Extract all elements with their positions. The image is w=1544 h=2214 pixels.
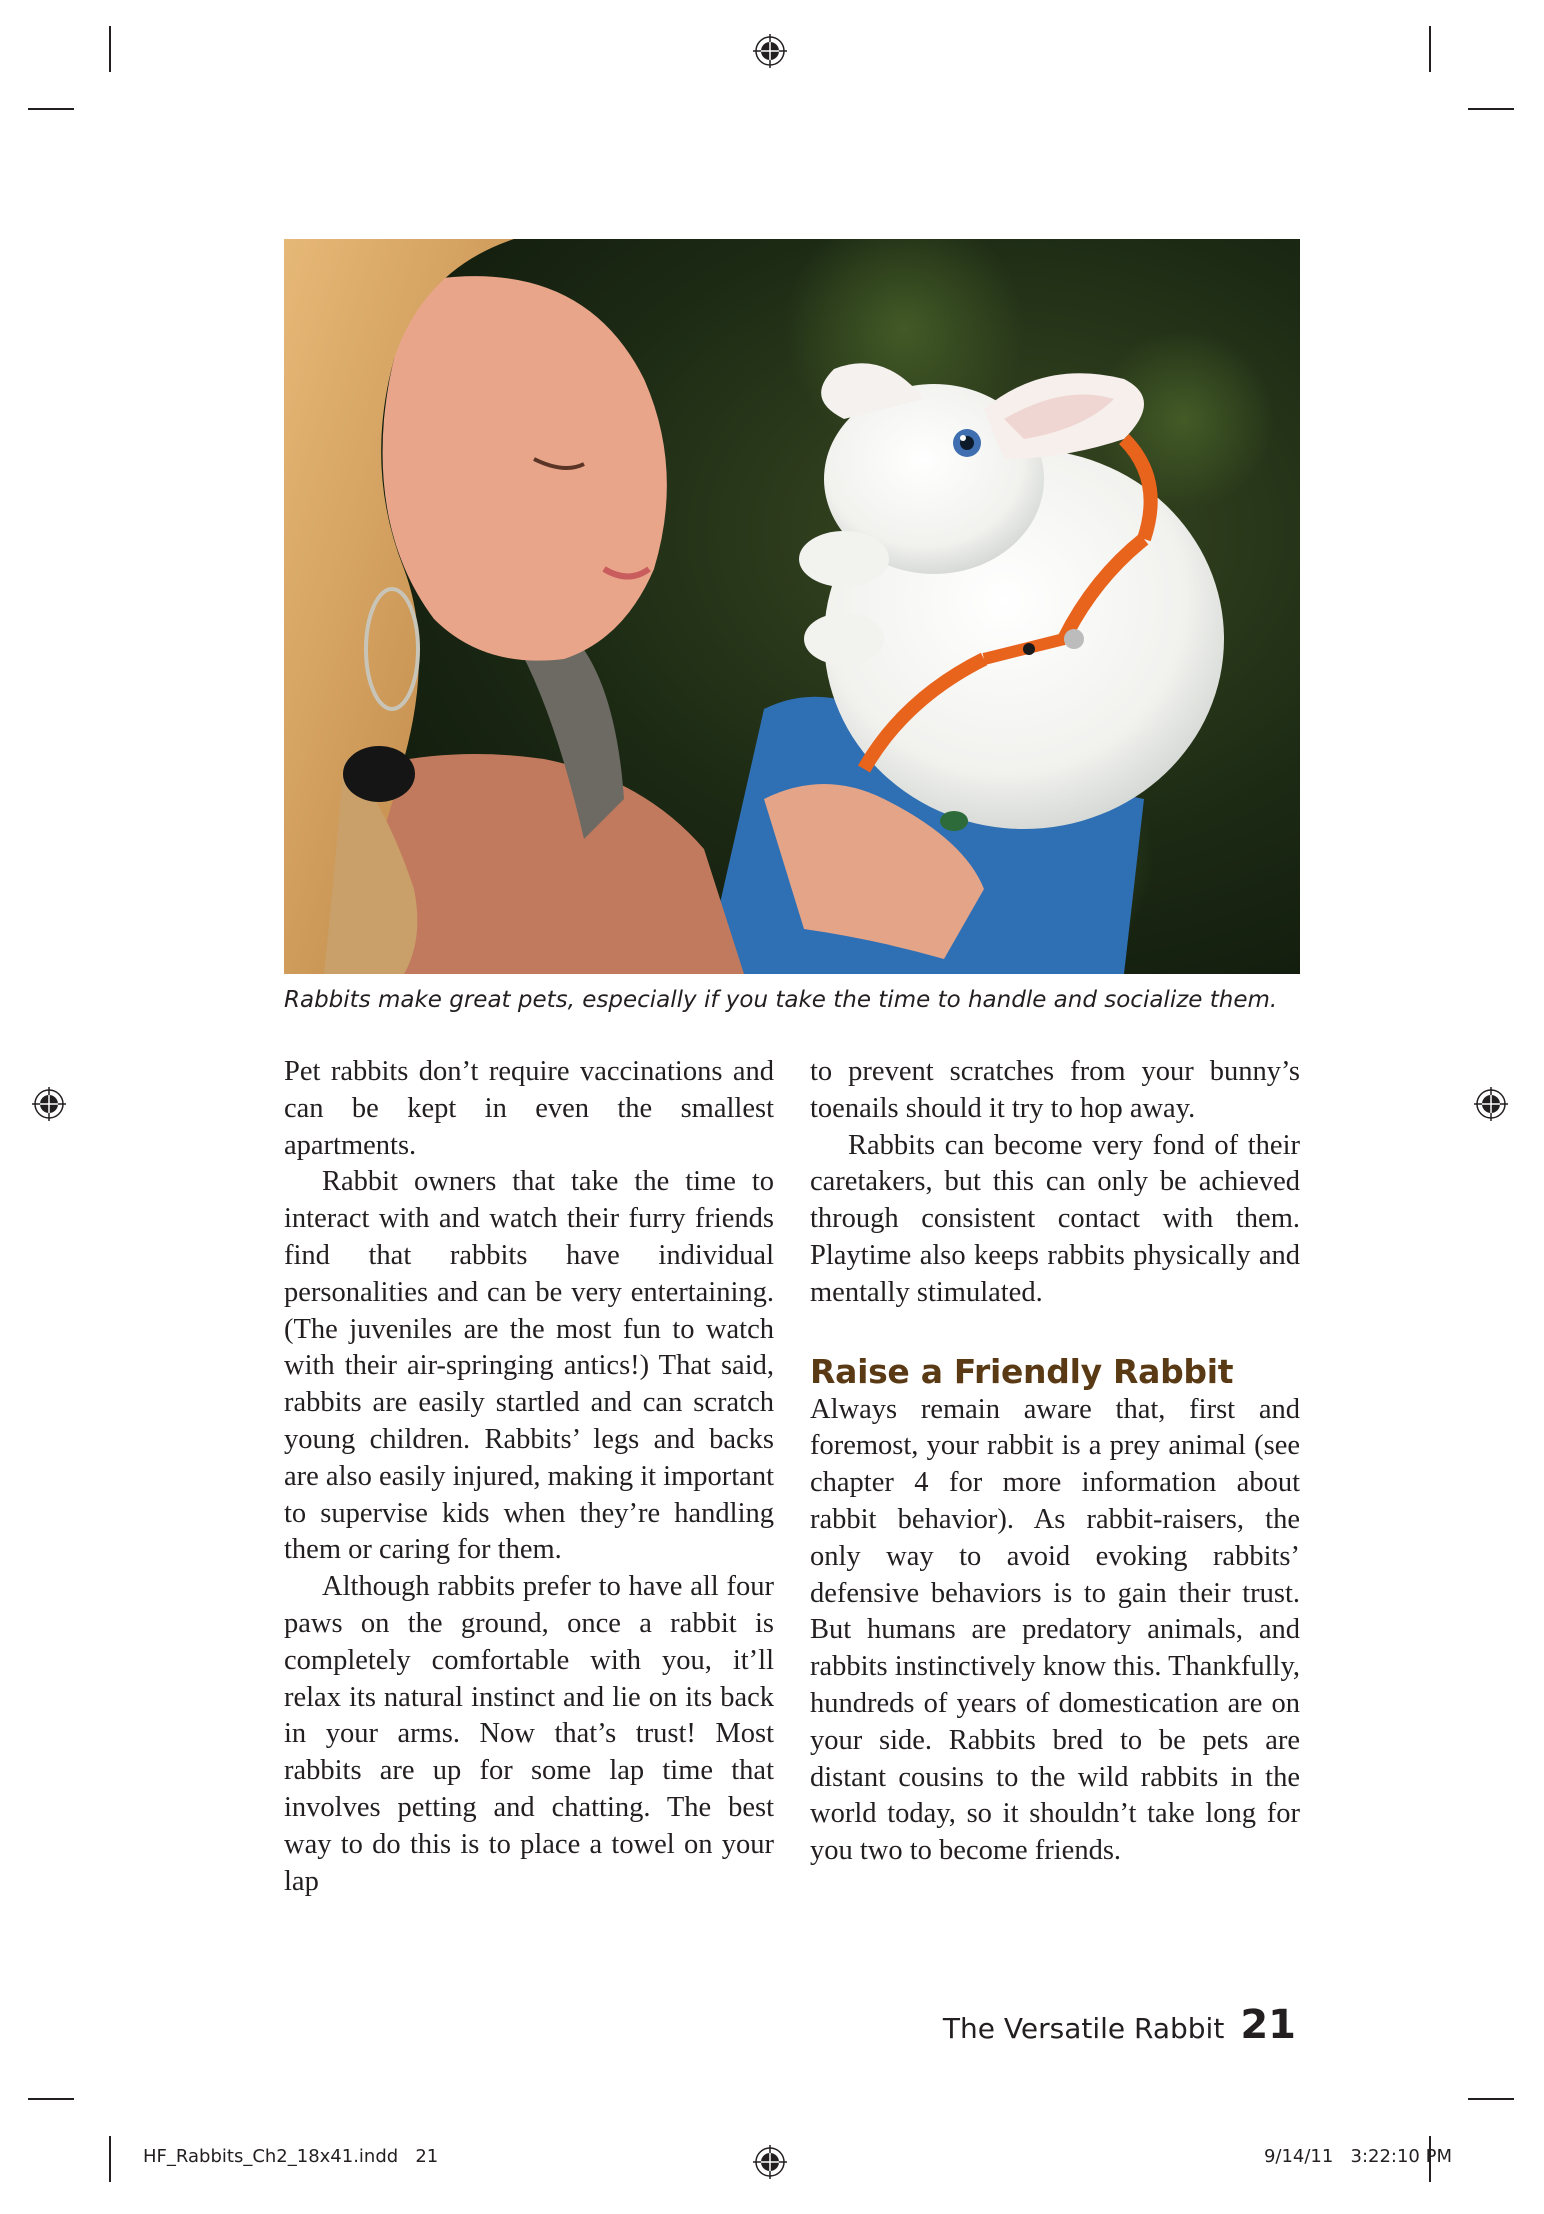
slug-timestamp: 9/14/11 3:22:10 PM (1263, 2146, 1452, 2167)
rabbit-photo (284, 239, 1300, 974)
body-column-left (284, 1054, 774, 1900)
body-column-right (810, 1054, 1300, 1870)
registration-mark-right (1474, 1087, 1508, 1121)
paragraph: Rabbits can become very fond of their caretakers, but this can only be achieved through consistent contact with them. Playtime also keeps rabbits physically and mentally stimulated. (810, 1129, 1300, 1308)
photo-caption: Rabbits make great pets, especially if you take the time to handle and socialize them. (284, 987, 1278, 1013)
paragraph: Pet rabbits don’t require vaccinations and can be kept in even the smallest apartments. (284, 1056, 774, 1161)
crop-mark-bottom-left (28, 2098, 74, 2100)
crop-mark-top-left (109, 26, 111, 72)
running-footer (943, 2002, 1296, 2048)
crop-mark-top-right (1429, 26, 1431, 72)
paragraph: Always remain aware that, first and foremost, your rabbit is a prey animal (see chapter 4 for more information about rabbit behavior). As rabbit-raisers, the only way to avoid evoking rabbits’ defensive behaviors is to gain their trust. But humans are predatory animals, and rabbits instinctively know this. Thankfully, hundreds of years of domestication are on your side. Rabbits bred to be pets are distant cousins to the wild rabbits in the world today, so it shouldn’t take long for you two to become friends. (810, 1393, 1300, 1867)
crop-mark-top-right (1468, 108, 1514, 110)
rabbit-photo-illustration (284, 239, 1300, 974)
paragraph: Although rabbits prefer to have all four paws on the ground, once a rabbit is completely comfortable with you, it’ll relax its natural instinct and lie on its back in your arms. Now that’s trust! Most rabbits are up for some lap time that involves petting and chatting. The best way to do this is to place a towel on your lap (284, 1571, 774, 1897)
crop-mark-top-left (28, 108, 74, 110)
paragraph: to prevent scratches from your bunny’s toenails should it try to hop away. (810, 1056, 1300, 1124)
registration-mark-bottom (753, 2145, 787, 2179)
slug-filename: HF_Rabbits_Ch2_18x41.indd 21 (143, 2146, 439, 2167)
registration-mark-left (32, 1087, 66, 1121)
book-title: The Versatile Rabbit (942, 2012, 1225, 2045)
section-heading: Raise a Friendly Rabbit (810, 1351, 1234, 1391)
page-number: 21 (1240, 2002, 1296, 2048)
registration-mark-top (753, 34, 787, 68)
crop-mark-bottom-right (1468, 2098, 1514, 2100)
crop-mark-bottom-left (109, 2136, 111, 2182)
paragraph: Rabbit owners that take the time to interact with and watch their furry friends find that rabbits have individual personalities and can be very entertaining. (The juveniles are the most fun to watch with their air-springing antics!) That said, rabbits are easily startled and can scratch young children. Rabbits’ legs and backs are also easily injured, making it important to supervise kids when they’re handling them or caring for them. (284, 1166, 774, 1566)
